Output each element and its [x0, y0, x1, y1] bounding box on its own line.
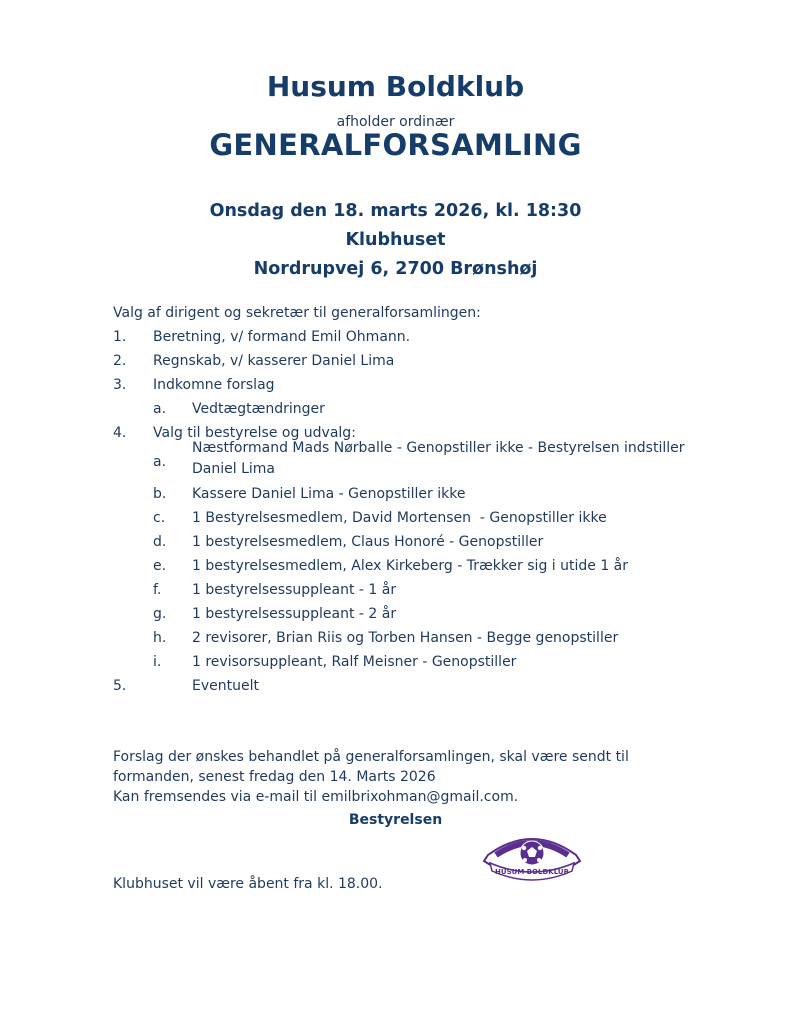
agenda-item-number: 3.	[113, 377, 127, 393]
agenda-subitem-text: 1 bestyrelsesmedlem, Claus Honoré - Genopstiller	[192, 534, 544, 550]
agenda-subitem-text: Kassere Daniel Lima - Genopstiller ikke	[192, 486, 466, 502]
agenda-item	[113, 373, 713, 397]
agenda-item-number: 1.	[113, 329, 127, 345]
agenda-subitem	[113, 650, 713, 674]
agenda-subitem	[113, 506, 713, 530]
agenda-subitem	[113, 482, 713, 506]
note-line: Forslag der ønskes behandlet på generalforsamlingen, skal være sendt til	[113, 749, 629, 765]
submission-note	[113, 747, 713, 807]
agenda-subitem-letter: c.	[153, 510, 166, 526]
closing-note: Klubhuset vil være åbent fra kl. 18.00.	[113, 876, 383, 892]
agenda-subitem	[113, 626, 713, 650]
agenda-subitem-letter: g.	[153, 606, 167, 622]
agenda-subitem	[113, 397, 713, 421]
event-date: Onsdag den 18. marts 2026, kl. 18:30	[209, 201, 582, 221]
agenda-subitem-text: Næstformand Mads Nørballe - Genopstiller ikke - Bestyrelsen indstiller Daniel Lima	[192, 440, 685, 477]
agenda-subitem-letter: i.	[153, 654, 162, 670]
agenda-subitem-text: Vedtægtændringer	[192, 401, 325, 417]
event-venue: Klubhuset	[345, 230, 446, 250]
agenda-item	[113, 325, 713, 349]
agenda-subitem	[113, 578, 713, 602]
subtitle: afholder ordinær	[336, 114, 455, 130]
note-line: formanden, senest fredag den 14. Marts 2026	[113, 769, 436, 785]
agenda-subitem-text: 1 bestyrelsessuppleant - 2 år	[192, 606, 397, 622]
agenda-item-text: Eventuelt	[192, 678, 259, 694]
agenda-subitem-letter: e.	[153, 558, 167, 574]
agenda-item-text: Regnskab, v/ kasserer Daniel Lima	[153, 353, 395, 369]
agenda-item-text: Indkomne forslag	[153, 377, 275, 393]
club-logo-icon	[482, 831, 582, 887]
agenda-subitem-letter: d.	[153, 534, 167, 550]
agenda-subitem-letter: f.	[153, 582, 162, 598]
signer: Bestyrelsen	[348, 812, 443, 828]
agenda-subitem-letter: b.	[153, 486, 167, 502]
agenda-subitem-letter: a.	[153, 401, 167, 417]
meeting-headline: GENERALFORSAMLING	[209, 128, 582, 162]
agenda-item-text: Beretning, v/ formand Emil Ohmann.	[153, 329, 411, 345]
agenda-item-number: 4.	[113, 425, 127, 441]
agenda-item	[113, 674, 713, 698]
club-logo-text: HUSUM BOLDKLUB	[495, 868, 569, 876]
agenda-subitem-text: 1 Bestyrelsesmedlem, David Mortensen - Genopstiller ikke	[192, 510, 607, 526]
agenda-intro	[113, 301, 713, 325]
agenda-subitem-letter: a.	[153, 454, 167, 470]
agenda-subitem	[113, 440, 713, 482]
agenda-subitem-text: 1 bestyrelsesmedlem, Alex Kirkeberg - Trækker sig i utide 1 år	[192, 558, 629, 574]
agenda-subitem-text: 2 revisorer, Brian Riis og Torben Hansen - Begge genopstiller	[192, 630, 619, 646]
agenda-item-number: 5.	[113, 678, 127, 694]
agenda-subitem-letter: h.	[153, 630, 167, 646]
event-address: Nordrupvej 6, 2700 Brønshøj	[253, 259, 538, 279]
agenda	[113, 301, 713, 698]
agenda-subitem	[113, 554, 713, 578]
agenda-subitem	[113, 602, 713, 626]
event-details	[0, 197, 791, 284]
club-title: Husum Boldklub	[266, 70, 525, 103]
agenda-subitem	[113, 530, 713, 554]
agenda-item-text: Valg til bestyrelse og udvalg:	[153, 425, 356, 441]
agenda-subitem-text: 1 revisorsuppleant, Ralf Meisner - Genopstiller	[192, 654, 517, 670]
agenda-item-number: 2.	[113, 353, 127, 369]
agenda-item	[113, 349, 713, 373]
agenda-subitem-text: 1 bestyrelsessuppleant - 1 år	[192, 582, 397, 598]
agenda-intro-text: Valg af dirigent og sekretær til generalforsamlingen:	[113, 305, 481, 321]
note-line: Kan fremsendes via e-mail til emilbrixohman@gmail.com.	[113, 789, 519, 805]
